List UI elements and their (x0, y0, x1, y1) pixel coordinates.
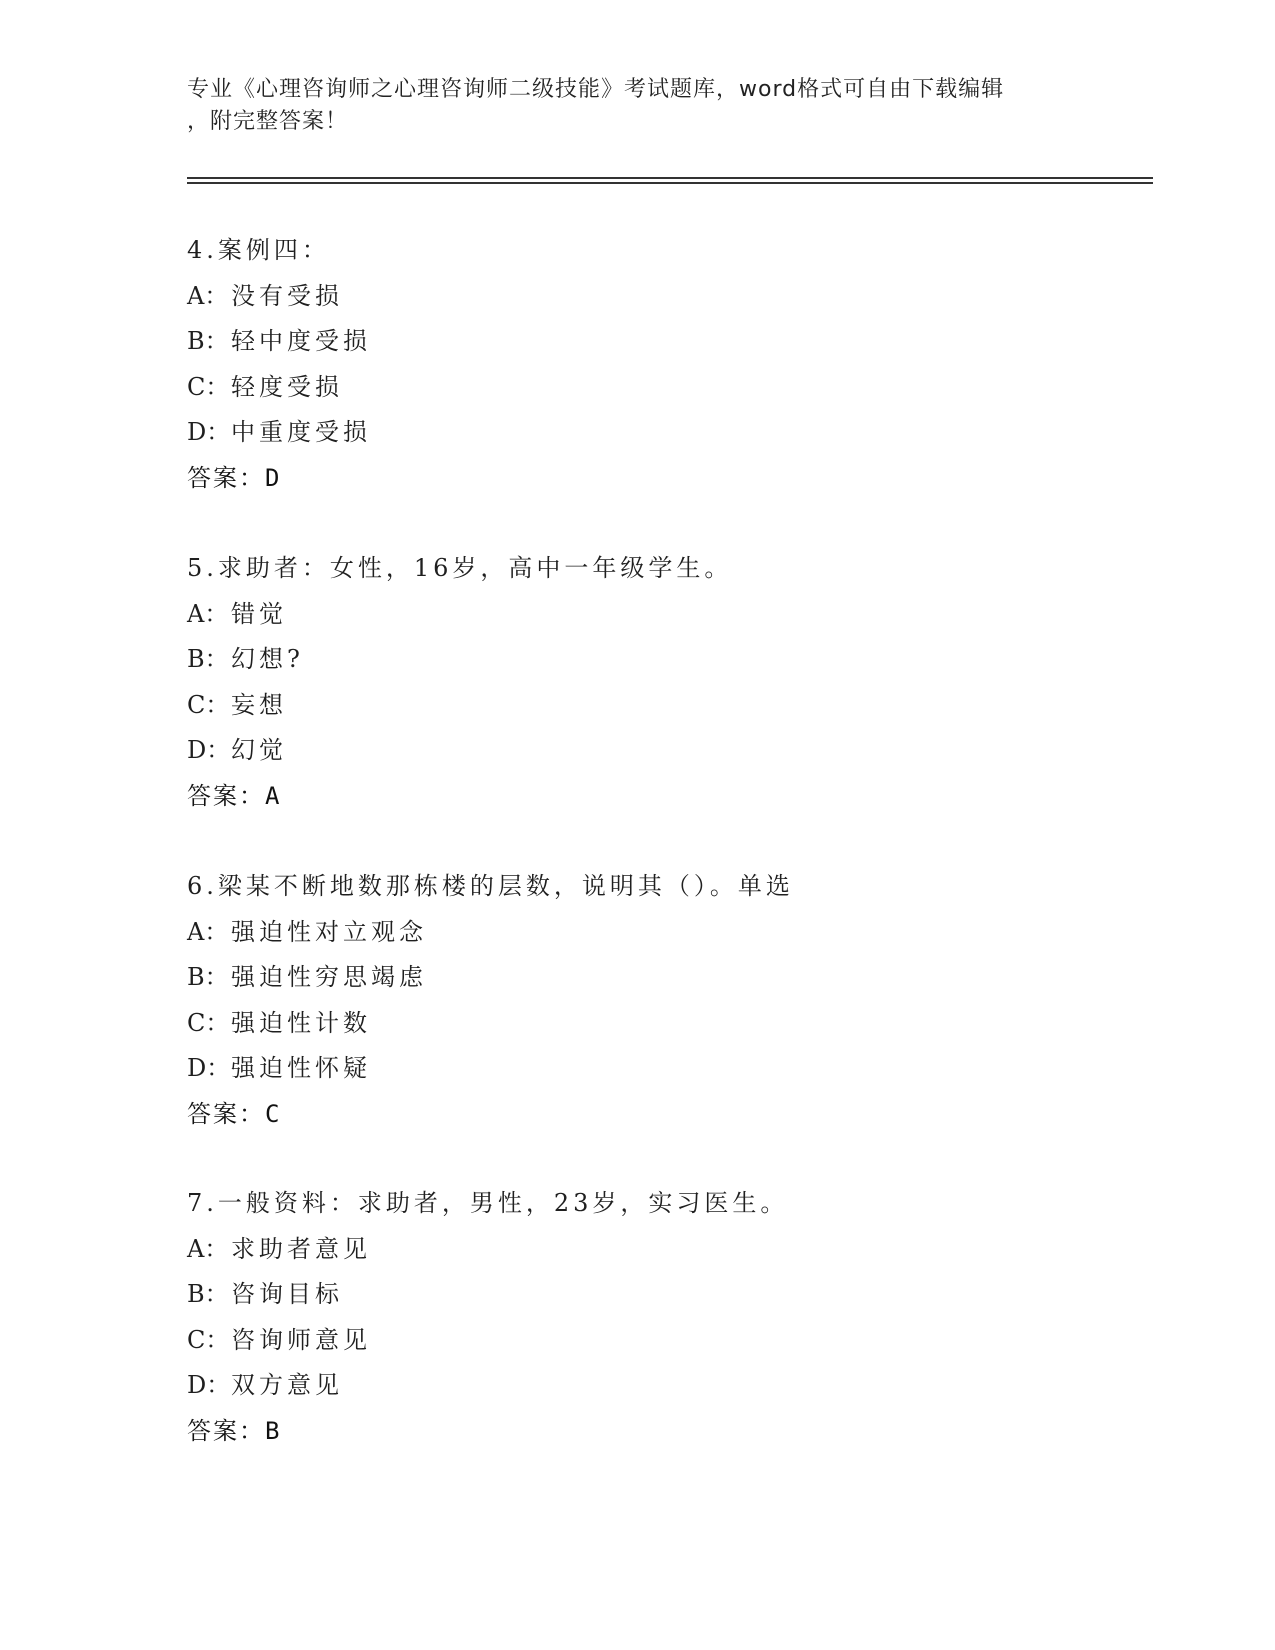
option-d (187, 410, 1167, 456)
answer-line (187, 456, 1167, 502)
question-stem: 5.求助者：女性，16岁，高中一年级学生。 (187, 554, 733, 582)
option-key: B： (187, 963, 229, 991)
option-key: A： (187, 599, 229, 628)
option-key: A： (187, 281, 229, 310)
option-key: C： (187, 372, 230, 401)
option-key: B： (187, 327, 229, 355)
option-a (187, 910, 1167, 956)
question-stem: 6.梁某不断地数那栋楼的层数，说明其（）。单选 (187, 872, 794, 900)
option-text: 咨询目标 (231, 1280, 343, 1308)
answer-value: B (265, 1416, 282, 1445)
option-key: B： (187, 645, 229, 673)
option-text: 轻中度受损 (231, 327, 371, 355)
option-key: D： (187, 1371, 231, 1399)
option-text: 强迫性对立观念 (231, 917, 427, 946)
answer-line (187, 774, 1167, 820)
option-b (187, 319, 1167, 365)
question-block-7 (187, 1181, 1167, 1454)
option-text: 强迫性计数 (231, 1008, 371, 1037)
option-key: D： (187, 736, 231, 764)
answer-label: 答案： (187, 1416, 265, 1445)
question-block-5 (187, 546, 1167, 819)
question-block-4 (187, 228, 1167, 501)
header-line-1: 专业《心理咨询师之心理咨询师二级技能》考试题库，word格式可自由下载编辑 (187, 77, 1005, 102)
option-text: 中重度受损 (231, 418, 371, 446)
option-text: 咨询师意见 (231, 1325, 371, 1354)
option-c (187, 683, 1167, 729)
option-c (187, 365, 1167, 411)
answer-line (187, 1092, 1167, 1138)
option-key: C： (187, 1325, 230, 1354)
question-stem: 4.案例四： (187, 236, 330, 264)
option-d (187, 1363, 1167, 1409)
option-text: 双方意见 (231, 1371, 343, 1399)
option-text: 轻度受损 (231, 372, 343, 401)
option-text: 没有受损 (231, 281, 343, 310)
option-b (187, 1272, 1167, 1318)
option-key: C： (187, 690, 230, 719)
option-key: A： (187, 917, 229, 946)
option-text: 妄想 (231, 690, 287, 719)
option-text: 强迫性穷思竭虑 (231, 963, 427, 991)
option-d (187, 728, 1167, 774)
option-text: 幻觉 (231, 736, 287, 764)
option-d (187, 1046, 1167, 1092)
option-key: B： (187, 1280, 229, 1308)
header-divider-top (187, 177, 1153, 179)
answer-label: 答案： (187, 781, 265, 810)
option-text: 强迫性怀疑 (231, 1054, 371, 1082)
question-stem: 7.一般资料：求助者，男性，23岁，实习医生。 (187, 1189, 789, 1217)
option-c (187, 1001, 1167, 1047)
answer-value: D (265, 463, 282, 492)
option-text: 求助者意见 (231, 1234, 371, 1263)
answer-label: 答案： (187, 1099, 265, 1128)
document-header (187, 74, 1087, 138)
answer-label: 答案： (187, 463, 265, 492)
header-divider-bottom (187, 182, 1153, 184)
answer-value: C (265, 1099, 282, 1128)
option-key: D： (187, 1054, 231, 1082)
option-a (187, 274, 1167, 320)
answer-line (187, 1409, 1167, 1455)
option-key: C： (187, 1008, 230, 1037)
option-text: 错觉 (231, 599, 287, 628)
header-line-2: ，附完整答案！ (187, 109, 349, 134)
option-key: D： (187, 418, 231, 446)
option-a (187, 1227, 1167, 1273)
question-block-6 (187, 864, 1167, 1137)
option-text: 幻想? (231, 645, 304, 673)
option-b (187, 955, 1167, 1001)
option-a (187, 592, 1167, 638)
option-key: A： (187, 1234, 229, 1263)
answer-value: A (265, 781, 282, 810)
option-c (187, 1318, 1167, 1364)
option-b (187, 637, 1167, 683)
